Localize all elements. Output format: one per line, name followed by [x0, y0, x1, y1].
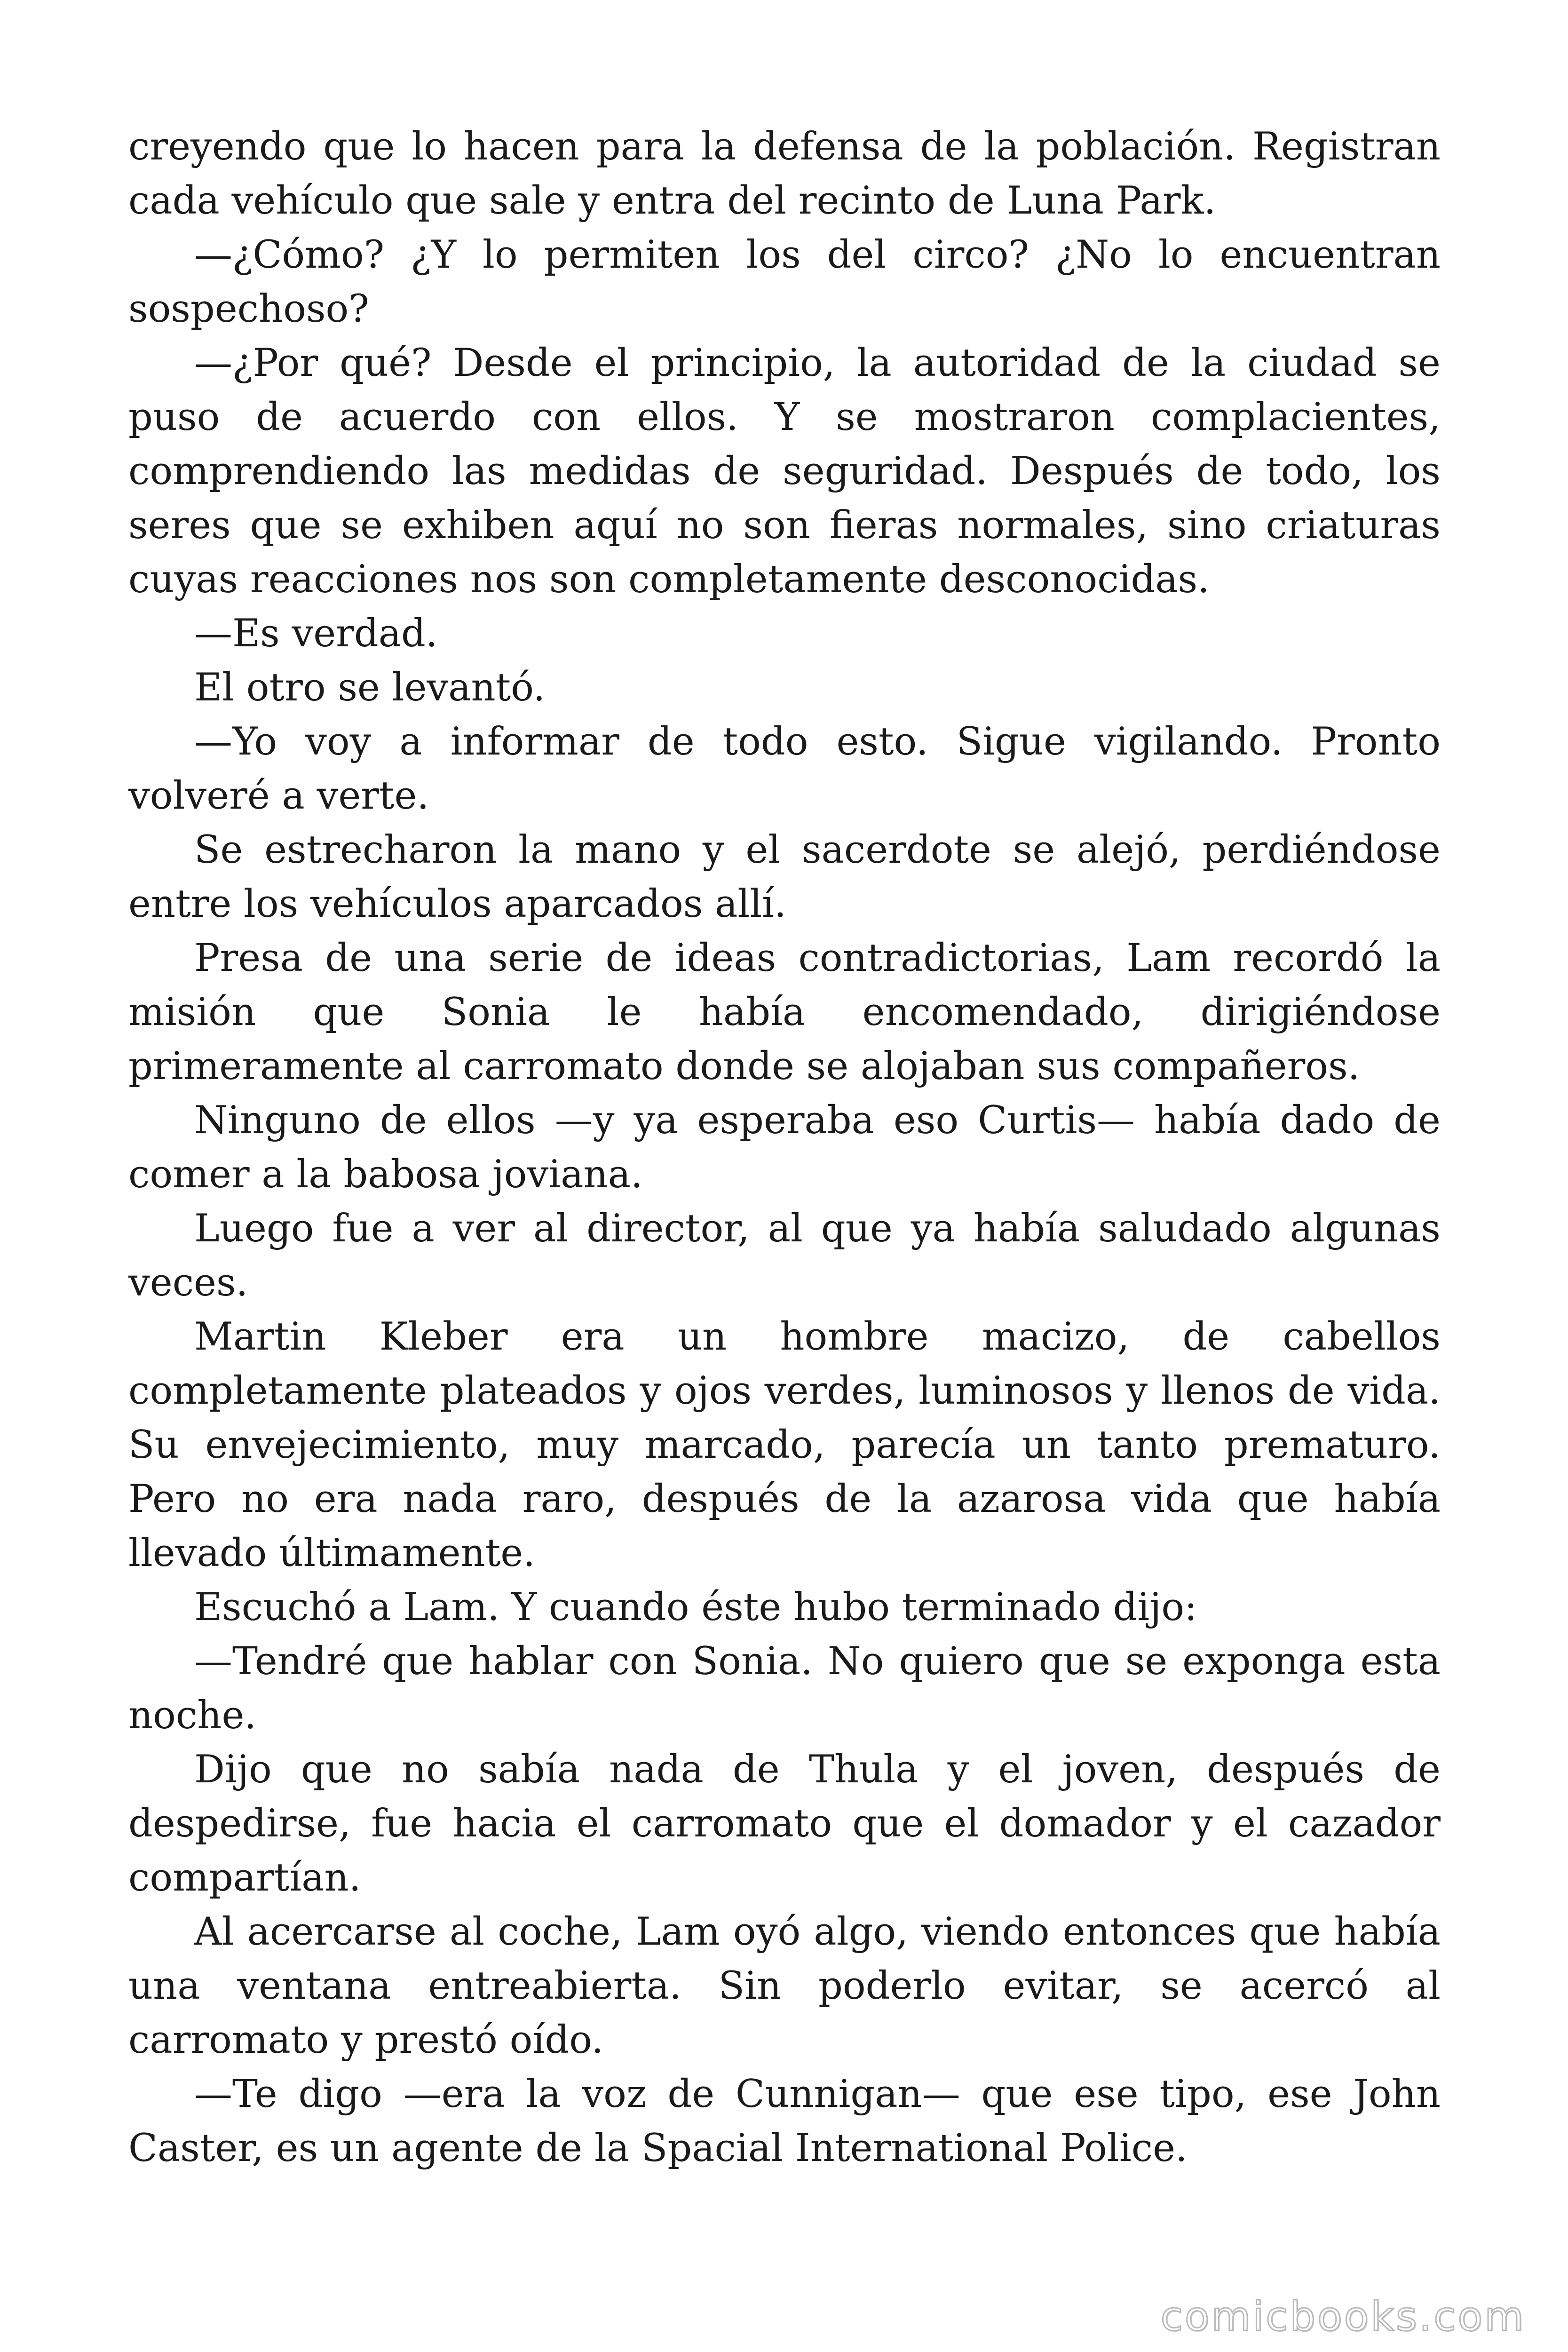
paragraph: Se estrecharon la mano y el sacerdote se alejó, perdiéndose entre los vehículos aparcados allí. [128, 828, 1441, 926]
paragraph: —Tendré que hablar con Sonia. No quiero que se exponga esta noche. [128, 1639, 1441, 1738]
watermark: comicbooks.com [1160, 2293, 1526, 2340]
paragraph: Escuchó a Lam. Y cuando éste hubo terminado dijo: [194, 1585, 1197, 1629]
paragraph: —¿Por qué? Desde el principio, la autoridad de la ciudad se puso de acuerdo con ellos. Y se mostraron complacientes, comprendiendo las medidas de seguridad. Después de todo, los seres que se exhiben aquí no son fieras normales, sino criaturas cuyas reacciones nos son completamente desconocidas. [128, 341, 1441, 602]
paragraph: creyendo que lo hacen para la defensa de la población. Registran cada vehículo que sale y entra del recinto de Luna Park. [128, 125, 1441, 223]
paragraph: Ninguno de ellos —y ya esperaba eso Curtis— había dado de comer a la babosa joviana. [128, 1098, 1441, 1197]
paragraph: Martin Kleber era un hombre macizo, de cabellos completamente plateados y ojos verdes, luminosos y llenos de vida. Su envejecimiento, muy marcado, parecía un tanto prematuro. Pero no era nada raro, después de la azarosa vida que había llevado últimamente. [128, 1315, 1441, 1575]
paragraph: Luego fue a ver al director, al que ya había saludado algunas veces. [128, 1207, 1441, 1305]
paragraph: —Yo voy a informar de todo esto. Sigue vigilando. Pronto volveré a verte. [128, 720, 1441, 818]
paragraph: Al acercarse al coche, Lam oyó algo, viendo entonces que había una ventana entreabierta. Sin poderlo evitar, se acercó al carromato y prestó oído. [128, 1910, 1441, 2062]
paragraph: —Te digo —era la voz de Cunnigan— que ese tipo, ese John Caster, es un agente de la Spacial International Police. [128, 2072, 1441, 2170]
paragraph: Presa de una serie de ideas contradictorias, Lam recordó la misión que Sonia le había encomendado, dirigiéndose primeramente al carromato donde se alojaban sus compañeros. [128, 936, 1441, 1089]
paragraph: —¿Cómo? ¿Y lo permiten los del circo? ¿No lo encuentran sospechoso? [128, 233, 1441, 331]
paragraph: Dijo que no sabía nada de Thula y el joven, después de despedirse, fue hacia el carromato que el domador y el cazador compartían. [128, 1748, 1441, 1900]
paragraph: El otro se levantó. [194, 666, 546, 710]
page-body [128, 120, 1441, 2176]
paragraph: —Es verdad. [194, 612, 438, 656]
